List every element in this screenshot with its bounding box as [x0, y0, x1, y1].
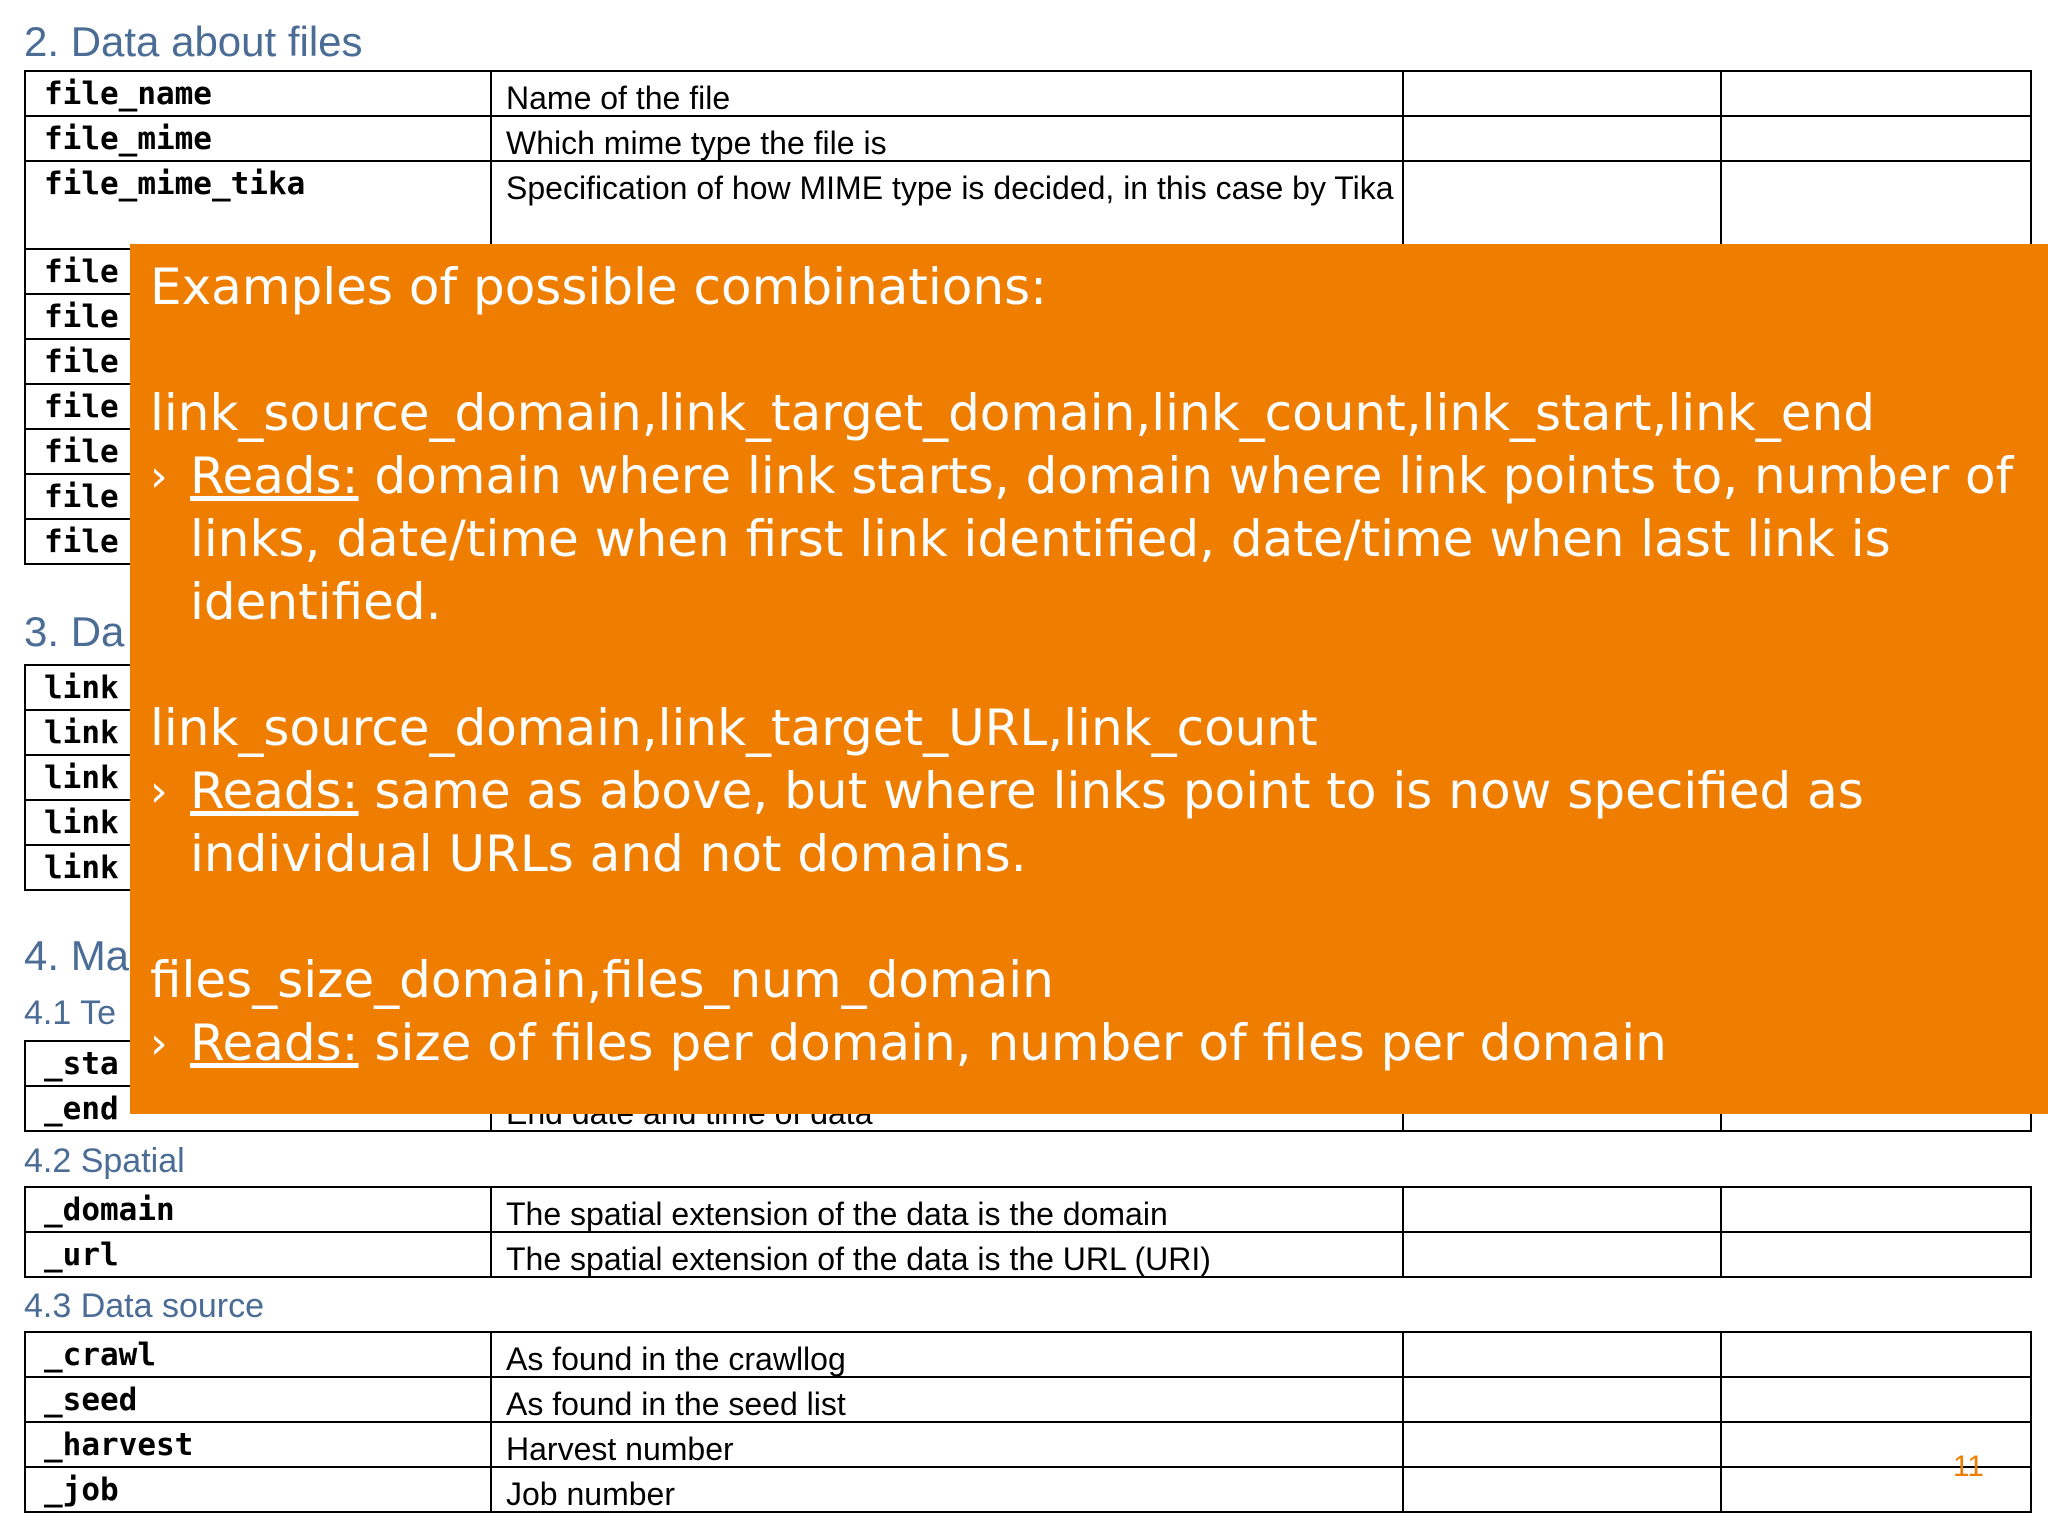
field-name-cell: file: [26, 385, 492, 428]
field-description-cell: As found in the crawllog: [492, 1333, 1404, 1376]
reads-text: same as above, but where links point to is now specified as individual URLs and not domains.: [190, 762, 1864, 883]
example-combination: files_size_domain,files_num_domain: [150, 951, 1054, 1009]
field-name-cell: link: [26, 846, 492, 889]
empty-cell: [1722, 1333, 2032, 1376]
example-reads: [150, 760, 2028, 886]
datasource-section-heading: 4.3 Data source: [24, 1287, 265, 1325]
field-description-cell: Which mime type the file is: [492, 117, 1404, 160]
table-row: [24, 1468, 2032, 1513]
empty-cell: [1722, 1233, 2032, 1276]
table-row: [24, 1423, 2032, 1468]
field-name-cell: file: [26, 340, 492, 383]
temporal-section-heading: 4.1 Te: [24, 994, 117, 1032]
empty-cell: [1722, 1423, 2032, 1466]
chevron-right-icon: ›: [150, 1018, 168, 1069]
table-row: [24, 1233, 2032, 1278]
empty-cell: [1722, 1378, 2032, 1421]
empty-cell: [1404, 1233, 1722, 1276]
table-row: [24, 1333, 2032, 1378]
field-name-cell: _end: [26, 1087, 492, 1130]
field-name-cell: file: [26, 295, 492, 338]
field-name-cell: _seed: [26, 1378, 492, 1421]
field-name-cell: _harvest: [26, 1423, 492, 1466]
examples-overlay: [130, 244, 2048, 1114]
table-row: [24, 117, 2032, 162]
chevron-right-icon: ›: [150, 766, 168, 817]
example-combination: link_source_domain,link_target_URL,link_count: [150, 699, 1318, 757]
field-name-cell: _url: [26, 1233, 492, 1276]
field-name-cell: file_name: [26, 72, 492, 115]
field-description-cell: Job number: [492, 1468, 1404, 1511]
table-row: [24, 72, 2032, 117]
field-name-cell: file: [26, 475, 492, 518]
field-name-cell: _sta: [26, 1042, 492, 1085]
empty-cell: [1404, 72, 1722, 115]
empty-cell: [1722, 117, 2032, 160]
reads-label: Reads:: [190, 762, 359, 820]
field-name-cell: file_mime_tika: [26, 162, 492, 248]
reads-text: size of files per domain, number of files per domain: [358, 1014, 1667, 1072]
field-description-cell: As found in the seed list: [492, 1378, 1404, 1421]
empty-cell: [1404, 1333, 1722, 1376]
metadata-section-heading: 4. Ma: [24, 932, 130, 979]
table-row: [24, 1378, 2032, 1423]
field-name-cell: link: [26, 801, 492, 844]
field-description-cell: Harvest number: [492, 1423, 1404, 1466]
field-name-cell: file: [26, 430, 492, 473]
table-row: [24, 1188, 2032, 1233]
example-reads: [150, 1012, 2028, 1075]
example-reads: [150, 445, 2028, 634]
empty-cell: [1404, 117, 1722, 160]
field-name-cell: link: [26, 756, 492, 799]
field-description-cell: The spatial extension of the data is the URL (URI): [492, 1233, 1404, 1276]
empty-cell: [1722, 1468, 2032, 1511]
field-name-cell: _crawl: [26, 1333, 492, 1376]
reads-label: Reads:: [190, 447, 359, 505]
links-section-heading: 3. Da: [24, 608, 125, 655]
empty-cell: [1722, 1188, 2032, 1231]
field-name-cell: link: [26, 666, 492, 709]
empty-cell: [1404, 1378, 1722, 1421]
field-description-cell: Name of the file: [492, 72, 1404, 115]
chevron-right-icon: ›: [150, 451, 168, 502]
field-name-cell: file: [26, 520, 492, 563]
page-number: 11: [1952, 1450, 1984, 1483]
files-section-heading: 2. Data about files: [24, 18, 363, 65]
empty-cell: [1722, 72, 2032, 115]
empty-cell: [1404, 1423, 1722, 1466]
field-name-cell: _domain: [26, 1188, 492, 1231]
empty-cell: [1404, 162, 1722, 248]
reads-label: Reads:: [190, 1014, 359, 1072]
spatial-section-heading: 4.2 Spatial: [24, 1142, 185, 1180]
empty-cell: [1722, 162, 2032, 248]
field-name-cell: link: [26, 711, 492, 754]
field-description-cell: Specification of how MIME type is decided, in this case by Tika: [492, 162, 1404, 248]
field-name-cell: file: [26, 250, 492, 293]
datasource-table: [24, 1331, 2032, 1513]
field-name-cell: file_mime: [26, 117, 492, 160]
reads-text: domain where link starts, domain where link points to, number of links, date/time when first link identified, date/time when last link is identified.: [190, 447, 2014, 631]
empty-cell: [1404, 1188, 1722, 1231]
field-name-cell: _job: [26, 1468, 492, 1511]
table-row: [24, 162, 2032, 250]
example-combination: link_source_domain,link_target_domain,link_count,link_start,link_end: [150, 384, 1875, 442]
field-description-cell: The spatial extension of the data is the domain: [492, 1188, 1404, 1231]
spatial-table: [24, 1186, 2032, 1278]
overlay-intro: Examples of possible combinations:: [150, 258, 1047, 316]
empty-cell: [1404, 1468, 1722, 1511]
